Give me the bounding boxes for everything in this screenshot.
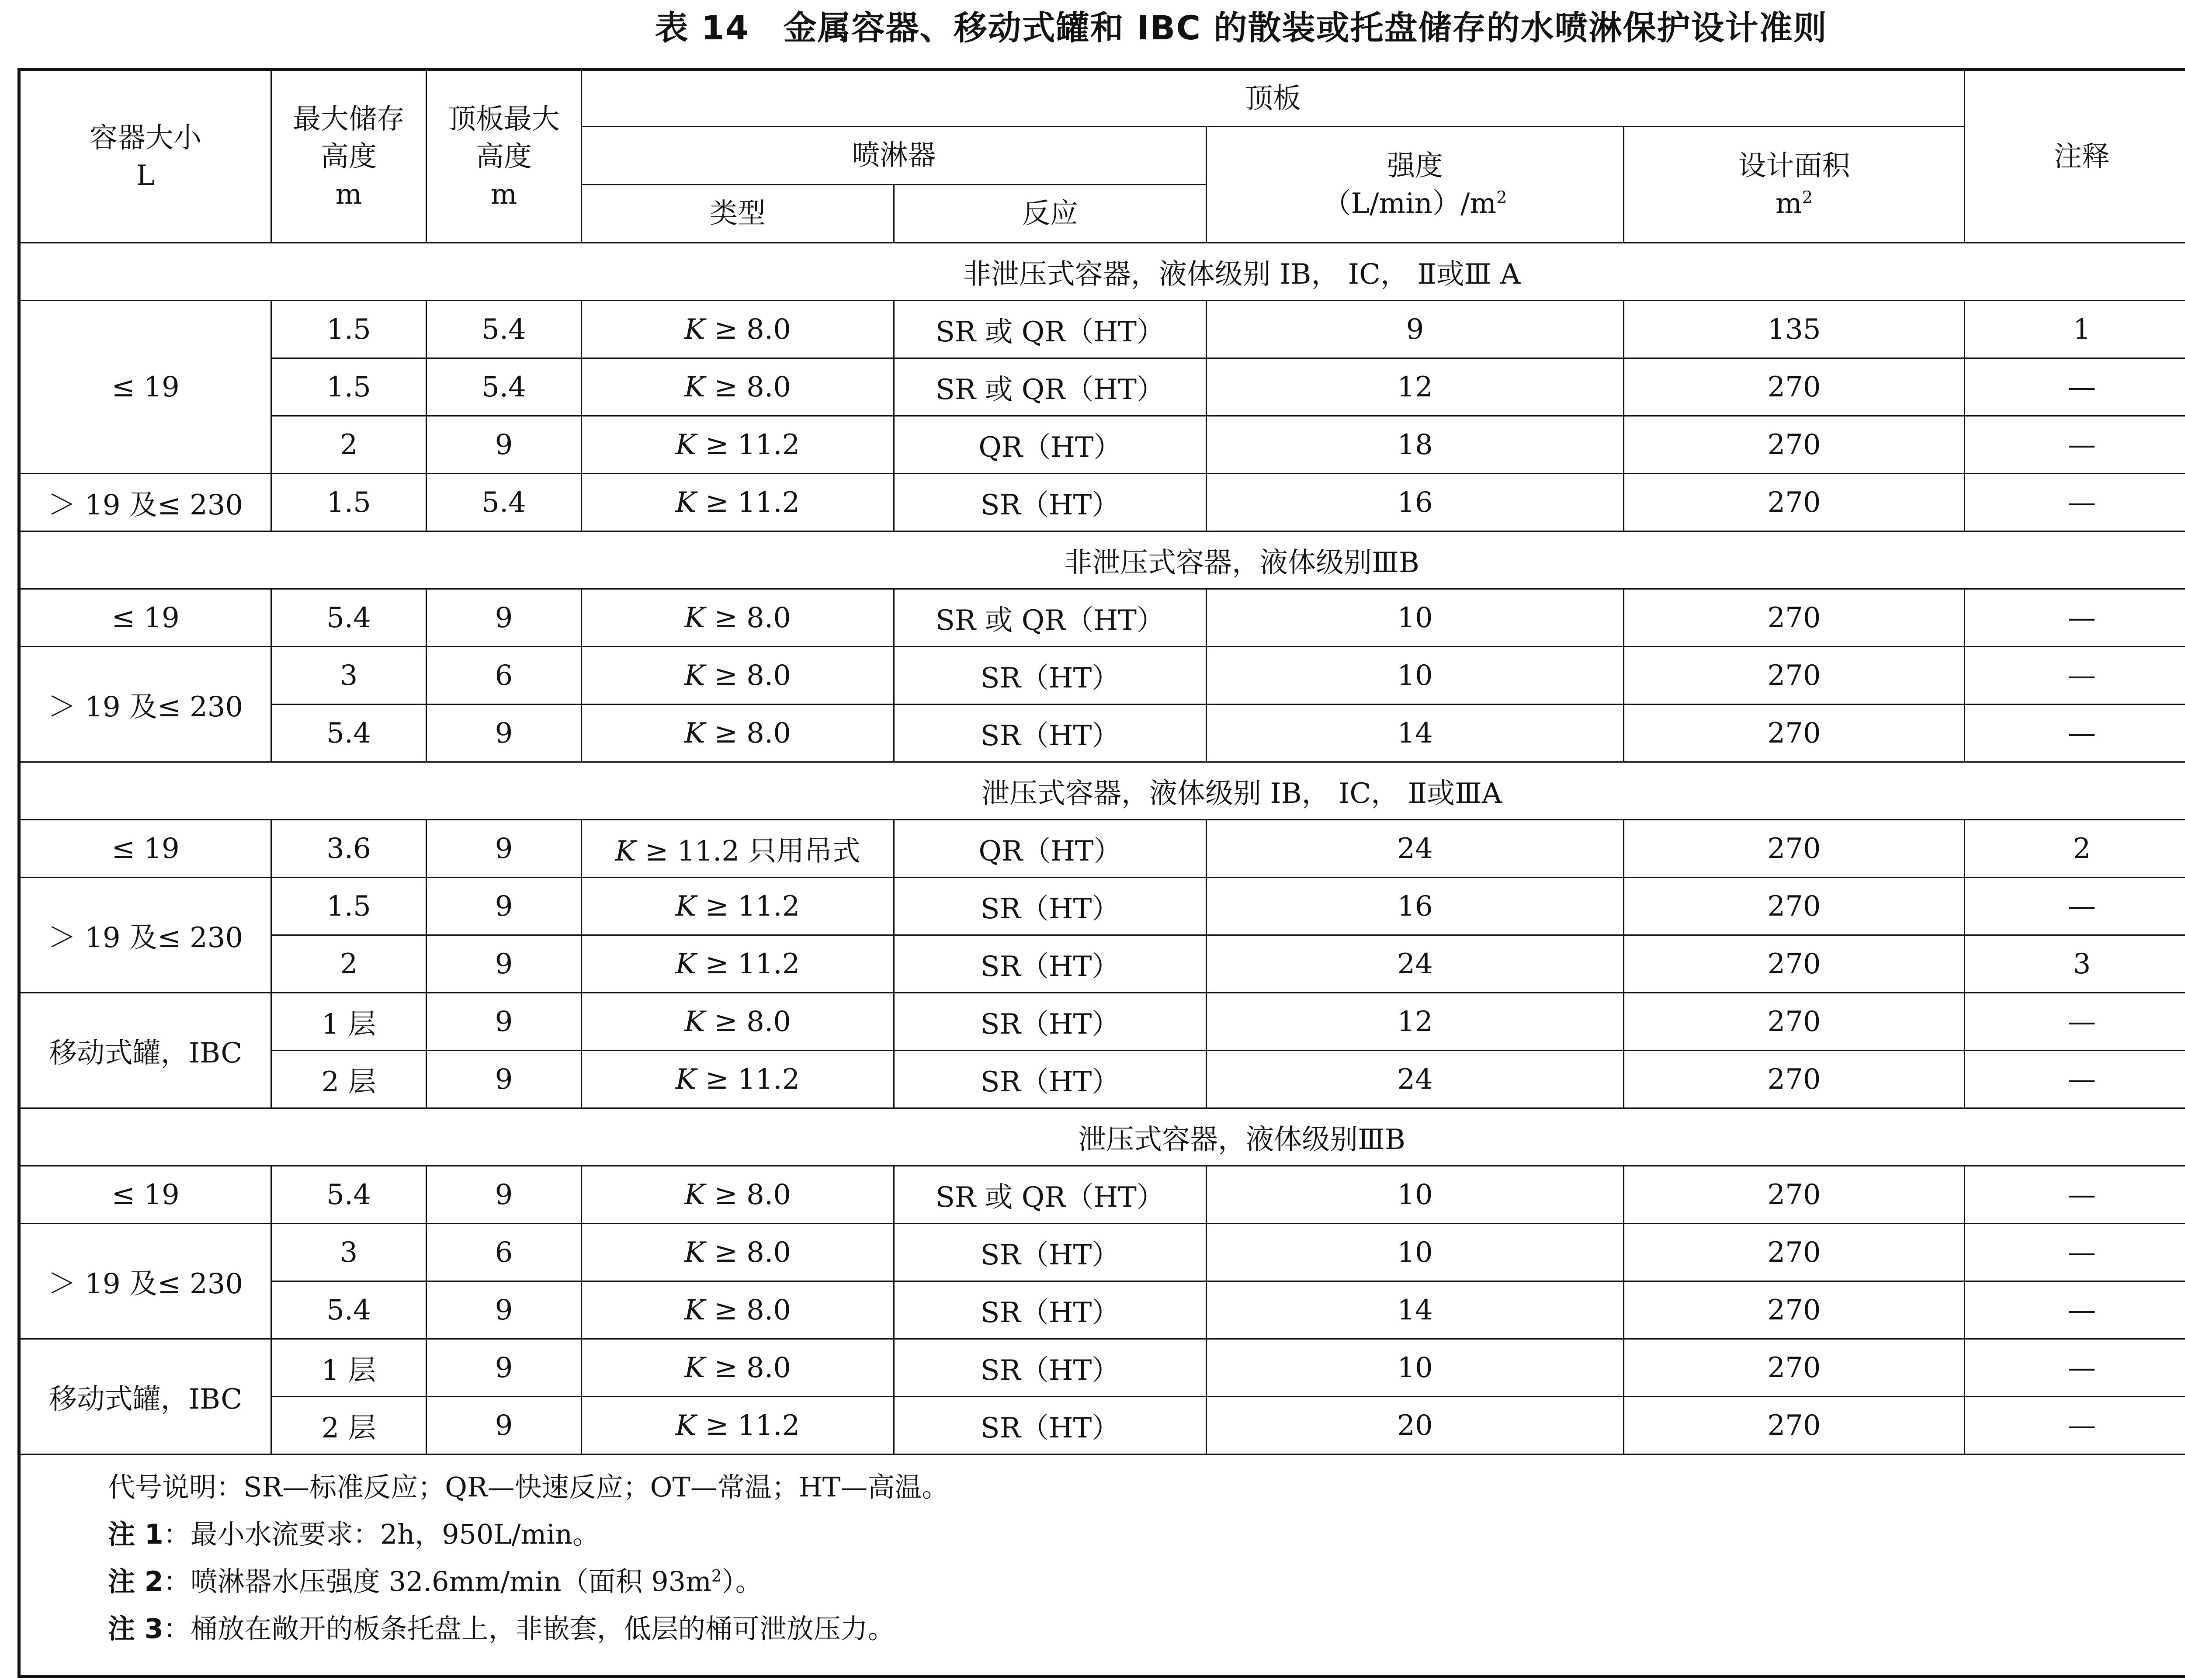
cell-storage-height: 2 [271,935,427,993]
cell-sprinkler-type: K ≥ 8.0 [582,1339,894,1397]
cell-ceiling-height: 9 [427,1166,582,1224]
table-row [19,1397,2185,1454]
section-title: 泄压式容器，液体级别ⅢB [19,1108,2185,1166]
cell-design-area: 270 [1624,878,1965,935]
table-row [19,1051,2185,1108]
cell-note: 3 [1965,935,2185,993]
section-row [19,1108,2185,1166]
cell-intensity: 24 [1207,935,1624,993]
cell-design-area: 270 [1624,416,1965,474]
cell-sprinkler-type: K ≥ 11.2 [582,416,894,474]
cell-response: QR（HT） [894,820,1207,878]
header-notes: 注释 [1965,70,2185,243]
table-row [19,878,2185,935]
cell-response: SR 或 QR（HT） [894,358,1207,416]
section-row [19,762,2185,820]
cell-sprinkler-type: K ≥ 11.2 [582,474,894,531]
cell-intensity: 18 [1207,416,1624,474]
cell-intensity: 10 [1207,1339,1624,1397]
cell-size: ≤ 19 [19,820,271,878]
header-type: 类型 [582,185,894,243]
header-max-ceiling-height: 顶板最大 高度 m [427,70,582,243]
cell-storage-height: 1 层 [271,1339,427,1397]
header-max-storage-height: 最大储存 高度 m [271,70,427,243]
cell-size: ＞ 19 及≤ 230 [19,1224,271,1339]
cell-ceiling-height: 9 [427,820,582,878]
sprinkler-design-table [17,68,2185,1678]
cell-ceiling-height: 9 [427,993,582,1051]
cell-note: — [1965,1397,2185,1454]
cell-response: SR（HT） [894,935,1207,993]
cell-ceiling-height: 9 [427,1397,582,1454]
cell-sprinkler-type: K ≥ 8.0 [582,647,894,705]
cell-note: — [1965,589,2185,647]
cell-intensity: 10 [1207,589,1624,647]
table-row [19,1339,2185,1397]
cell-design-area: 135 [1624,301,1965,358]
cell-ceiling-height: 9 [427,705,582,762]
cell-storage-height: 3.6 [271,820,427,878]
table-row [19,301,2185,358]
cell-sprinkler-type: K ≥ 11.2 [582,878,894,935]
cell-response: SR（HT） [894,474,1207,531]
cell-sprinkler-type: K ≥ 11.2 [582,1397,894,1454]
note-3: 注 3：桶放在敞开的板条托盘上，非嵌套，低层的桶可泄放压力。 [108,1613,895,1645]
cell-size: ≤ 19 [19,301,271,474]
cell-intensity: 14 [1207,705,1624,762]
cell-response: SR 或 QR（HT） [894,301,1207,358]
cell-storage-height: 2 层 [271,1051,427,1108]
table-row [19,993,2185,1051]
cell-note: — [1965,1224,2185,1281]
cell-design-area: 270 [1624,1166,1965,1224]
cell-ceiling-height: 9 [427,1051,582,1108]
cell-sprinkler-type: K ≥ 8.0 [582,589,894,647]
cell-response: SR（HT） [894,1397,1207,1454]
cell-intensity: 20 [1207,1397,1624,1454]
cell-note: — [1965,993,2185,1051]
cell-note: — [1965,358,2185,416]
header-ceiling: 顶板 [582,70,1965,127]
cell-storage-height: 5.4 [271,1166,427,1224]
cell-response: SR（HT） [894,1339,1207,1397]
cell-storage-height: 1.5 [271,301,427,358]
cell-design-area: 270 [1624,1397,1965,1454]
table-row [19,1166,2185,1224]
cell-intensity: 12 [1207,358,1624,416]
cell-note: — [1965,647,2185,705]
cell-storage-height: 1 层 [271,993,427,1051]
cell-intensity: 24 [1207,1051,1624,1108]
cell-sprinkler-type: K ≥ 8.0 [582,705,894,762]
section-row [19,531,2185,589]
cell-ceiling-height: 5.4 [427,358,582,416]
cell-size: ＞ 19 及≤ 230 [19,878,271,993]
cell-intensity: 24 [1207,820,1624,878]
cell-note: — [1965,1051,2185,1108]
section-title: 泄压式容器，液体级别 IB， IC， Ⅱ或ⅢA [19,762,2185,820]
cell-response: SR（HT） [894,1051,1207,1108]
cell-response: SR（HT） [894,1281,1207,1339]
table-row [19,647,2185,705]
cell-design-area: 270 [1624,705,1965,762]
cell-response: SR 或 QR（HT） [894,589,1207,647]
cell-design-area: 270 [1624,993,1965,1051]
cell-response: QR（HT） [894,416,1207,474]
cell-note: — [1965,416,2185,474]
cell-sprinkler-type: K ≥ 8.0 [582,1166,894,1224]
cell-ceiling-height: 9 [427,1281,582,1339]
cell-intensity: 16 [1207,878,1624,935]
cell-storage-height: 5.4 [271,705,427,762]
cell-ceiling-height: 9 [427,589,582,647]
cell-storage-height: 3 [271,647,427,705]
cell-sprinkler-type: K ≥ 8.0 [582,993,894,1051]
cell-response: SR（HT） [894,647,1207,705]
cell-intensity: 12 [1207,993,1624,1051]
cell-size: ＞ 19 及≤ 230 [19,647,271,762]
cell-storage-height: 1.5 [271,358,427,416]
header-size: 容器大小 L [19,70,271,243]
cell-design-area: 270 [1624,935,1965,993]
cell-response: SR（HT） [894,878,1207,935]
table-row [19,935,2185,993]
cell-size: ≤ 19 [19,589,271,647]
cell-note: — [1965,1166,2185,1224]
cell-intensity: 16 [1207,474,1624,531]
cell-design-area: 270 [1624,1281,1965,1339]
cell-storage-height: 1.5 [271,878,427,935]
cell-note: — [1965,878,2185,935]
cell-design-area: 270 [1624,589,1965,647]
cell-storage-height: 3 [271,1224,427,1281]
section-row [19,243,2185,301]
cell-sprinkler-type: K ≥ 11.2 只用吊式 [582,820,894,878]
cell-note: 2 [1965,820,2185,878]
table-row [19,820,2185,878]
cell-intensity: 14 [1207,1281,1624,1339]
header-sprinkler: 喷淋器 [582,127,1207,185]
cell-ceiling-height: 9 [427,1339,582,1397]
cell-storage-height: 2 [271,416,427,474]
cell-response: SR（HT） [894,993,1207,1051]
cell-response: SR（HT） [894,705,1207,762]
cell-response: SR 或 QR（HT） [894,1166,1207,1224]
cell-sprinkler-type: K ≥ 8.0 [582,358,894,416]
cell-sprinkler-type: K ≥ 8.0 [582,1224,894,1281]
cell-ceiling-height: 9 [427,878,582,935]
cell-response: SR（HT） [894,1224,1207,1281]
cell-design-area: 270 [1624,1224,1965,1281]
cell-size: 移动式罐，IBC [19,993,271,1108]
cell-sprinkler-type: K ≥ 11.2 [582,935,894,993]
section-title: 非泄压式容器，液体级别 IB， IC， Ⅱ或Ⅲ A [19,243,2185,301]
cell-size: ≤ 19 [19,1166,271,1224]
cell-ceiling-height: 5.4 [427,301,582,358]
cell-note: — [1965,1339,2185,1397]
cell-note: — [1965,705,2185,762]
cell-design-area: 270 [1624,358,1965,416]
cell-ceiling-height: 9 [427,935,582,993]
table-row [19,1224,2185,1281]
note-2: 注 2：喷淋器水压强度 32.6mm/min（面积 $93m^2$）。 [108,1565,763,1597]
table-row [19,358,2185,416]
cell-storage-height: 1.5 [271,474,427,531]
table-row [19,705,2185,762]
cell-intensity: 10 [1207,647,1624,705]
cell-sprinkler-type: K ≥ 8.0 [582,1281,894,1339]
cell-ceiling-height: 5.4 [427,474,582,531]
legend-note: 代号说明：SR—标准反应；QR—快速反应；OT—常温；HT—高温。 [108,1471,949,1503]
header-response: 反应 [894,185,1207,243]
table-row [19,416,2185,474]
table-row [19,474,2185,531]
cell-design-area: 270 [1624,1339,1965,1397]
cell-intensity: 10 [1207,1166,1624,1224]
cell-sprinkler-type: K ≥ 8.0 [582,301,894,358]
cell-note: — [1965,474,2185,531]
cell-size: ＞ 19 及≤ 230 [19,474,271,531]
table-row [19,1281,2185,1339]
cell-design-area: 270 [1624,1051,1965,1108]
cell-ceiling-height: 6 [427,647,582,705]
cell-note: 1 [1965,301,2185,358]
table-notes [19,1454,2185,1677]
section-title: 非泄压式容器，液体级别ⅢB [19,531,2185,589]
cell-storage-height: 2 层 [271,1397,427,1454]
note-1: 注 1：最小水流要求：2h，950L/min。 [108,1518,600,1550]
cell-note: — [1965,1281,2185,1339]
cell-design-area: 270 [1624,474,1965,531]
table-body [19,243,2185,1454]
cell-sprinkler-type: K ≥ 11.2 [582,1051,894,1108]
table-title: 表 14 金属容器、移动式罐和 IBC 的散装或托盘储存的水喷淋保护设计准则 [655,8,1828,47]
cell-ceiling-height: 6 [427,1224,582,1281]
cell-design-area: 270 [1624,820,1965,878]
cell-size: 移动式罐，IBC [19,1339,271,1454]
table-row [19,589,2185,647]
cell-intensity: 9 [1207,301,1624,358]
header-intensity: 强度 $(L/\min)/m^2$ [1207,127,1624,243]
cell-ceiling-height: 9 [427,416,582,474]
cell-intensity: 10 [1207,1224,1624,1281]
cell-storage-height: 5.4 [271,589,427,647]
header-design-area: 设计面积 $m^2$ [1624,127,1965,243]
cell-design-area: 270 [1624,647,1965,705]
cell-storage-height: 5.4 [271,1281,427,1339]
